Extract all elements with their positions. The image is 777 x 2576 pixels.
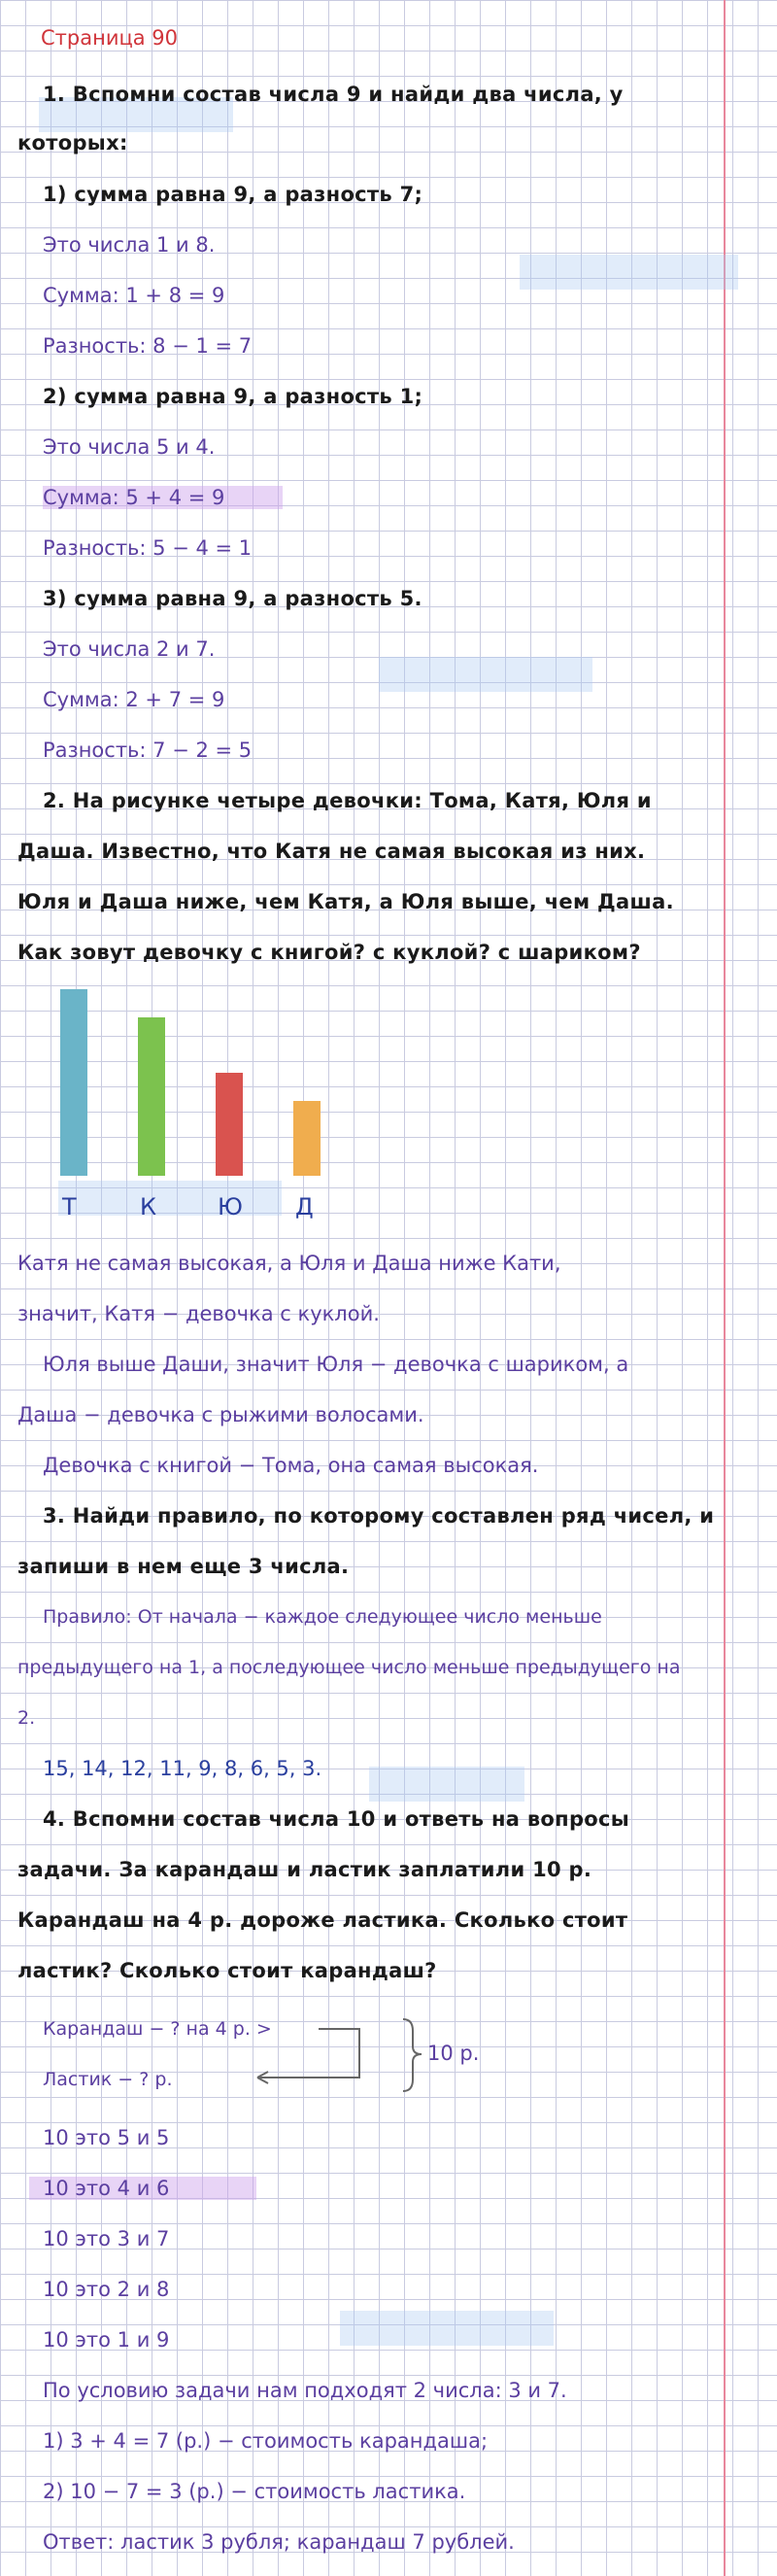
task1-part1: 1) сумма равна 9, а разность 7; — [43, 183, 423, 206]
task3-line1: 3. Найди правило, по которому составлен ряд чисел, и — [43, 1504, 715, 1528]
task4-condition-pencil: Карандаш − ? на 4 р. > — [43, 2018, 272, 2040]
condition-diagram — [204, 2011, 447, 2099]
curly-brace-icon — [403, 2019, 422, 2091]
task4-composition-2-text: 10 это 4 и 6 — [29, 2177, 256, 2200]
task4-composition-3: 10 это 3 и 7 — [43, 2227, 170, 2250]
task2-answer-line5: Девочка с книгой − Тома, она самая высокая. — [43, 1454, 539, 1477]
bar-2 — [138, 1017, 165, 1176]
task1-part3-diff: Разность: 7 − 2 = 5 — [43, 738, 253, 762]
task1-part1-diff: Разность: 8 − 1 = 7 — [43, 334, 253, 358]
task1-part3-answer: Это числа 2 и 7. — [43, 637, 216, 661]
task2-line3: Юля и Даша ниже, чем Катя, а Юля выше, чем Даша. — [17, 890, 674, 913]
page-title: Страница 90 — [41, 26, 179, 50]
height-bar-chart — [39, 981, 350, 1234]
task1-title-line1: 1. Вспомни состав числа 9 и найди два числа, у — [43, 83, 624, 106]
task1-part3: 3) сумма равна 9, а разность 5. — [43, 587, 422, 610]
bar-1 — [60, 989, 87, 1176]
bar-label-4: Д — [295, 1193, 314, 1220]
task3-rule-line3: 2. — [17, 1707, 36, 1729]
task4-composition-5: 10 это 1 и 9 — [43, 2328, 170, 2352]
bar-4 — [293, 1101, 321, 1176]
task4-composition-4: 10 это 2 и 8 — [43, 2278, 170, 2301]
task4-line1: 4. Вспомни состав числа 10 и ответь на вопросы — [43, 1807, 630, 1831]
task2-line4: Как зовут девочку с книгой? с куклой? с шариком? — [17, 941, 641, 964]
task2-answer-line1: Катя не самая высокая, а Юля и Даша ниже Кати, — [17, 1252, 561, 1275]
task1-part2: 2) сумма равна 9, а разность 1; — [43, 385, 423, 408]
task1-part2-sum — [43, 483, 752, 512]
task4-solution-step2: 2) 10 − 7 = 3 (р.) − стоимость ластика. — [43, 2480, 466, 2503]
task2-answer-line3: Юля выше Даши, значит Юля − девочка с шариком, а — [43, 1353, 629, 1376]
task4-line4: ластик? Сколько стоит карандаш? — [17, 1959, 437, 1982]
task4-composition-2 — [43, 2174, 752, 2203]
task4-line3: Карандаш на 4 р. дороже ластика. Сколько стоит — [17, 1908, 628, 1932]
task2-line1: 2. На рисунке четыре девочки: Тома, Катя, Юля и — [43, 789, 652, 812]
task2-line2: Даша. Известно, что Катя не самая высокая из них. — [17, 840, 646, 863]
bar-label-2: К — [140, 1193, 157, 1220]
task4-solution-intro: По условию задачи нам подходят 2 числа: 3 и 7. — [43, 2379, 567, 2402]
task3-sequence: 15, 14, 12, 11, 9, 8, 6, 5, 3. — [43, 1757, 322, 1780]
task1-part2-diff: Разность: 5 − 4 = 1 — [43, 536, 253, 560]
arrow-connector — [257, 2029, 359, 2078]
task2-answer-line4: Даша − девочка с рыжими волосами. — [17, 1403, 424, 1426]
task3-line2: запиши в нем еще 3 числа. — [17, 1555, 350, 1578]
bar-label-1: Т — [62, 1193, 77, 1220]
bar-3 — [216, 1073, 243, 1176]
task3-rule-line1: Правило: От начала − каждое следующее число меньше — [43, 1606, 602, 1628]
task1-part1-sum: Сумма: 1 + 8 = 9 — [43, 284, 225, 307]
task4-total: 10 р. — [427, 2042, 480, 2065]
task4-condition-eraser: Ластик − ? р. — [43, 2069, 173, 2090]
task4-solution-step1: 1) 3 + 4 = 7 (р.) − стоимость карандаша; — [43, 2429, 489, 2453]
task3-rule-line2: предыдущего на 1, а последующее число меньше предыдущего на — [17, 1657, 681, 1678]
task1-part3-sum: Сумма: 2 + 7 = 9 — [43, 688, 225, 711]
task1-part2-sum-text: Сумма: 5 + 4 = 9 — [43, 486, 283, 509]
task1-part1-answer: Это числа 1 и 8. — [43, 233, 216, 257]
task4-composition-1: 10 это 5 и 5 — [43, 2126, 170, 2149]
task4-answer: Ответ: ластик 3 рубля; карандаш 7 рублей. — [43, 2530, 515, 2554]
task4-line2: задачи. За карандаш и ластик заплатили 10 р. — [17, 1858, 592, 1881]
task1-part2-answer: Это числа 5 и 4. — [43, 435, 216, 459]
task2-answer-line2: значит, Катя − девочка с куклой. — [17, 1302, 380, 1325]
bar-label-3: Ю — [218, 1193, 243, 1220]
task1-title-line2: которых: — [17, 131, 128, 155]
